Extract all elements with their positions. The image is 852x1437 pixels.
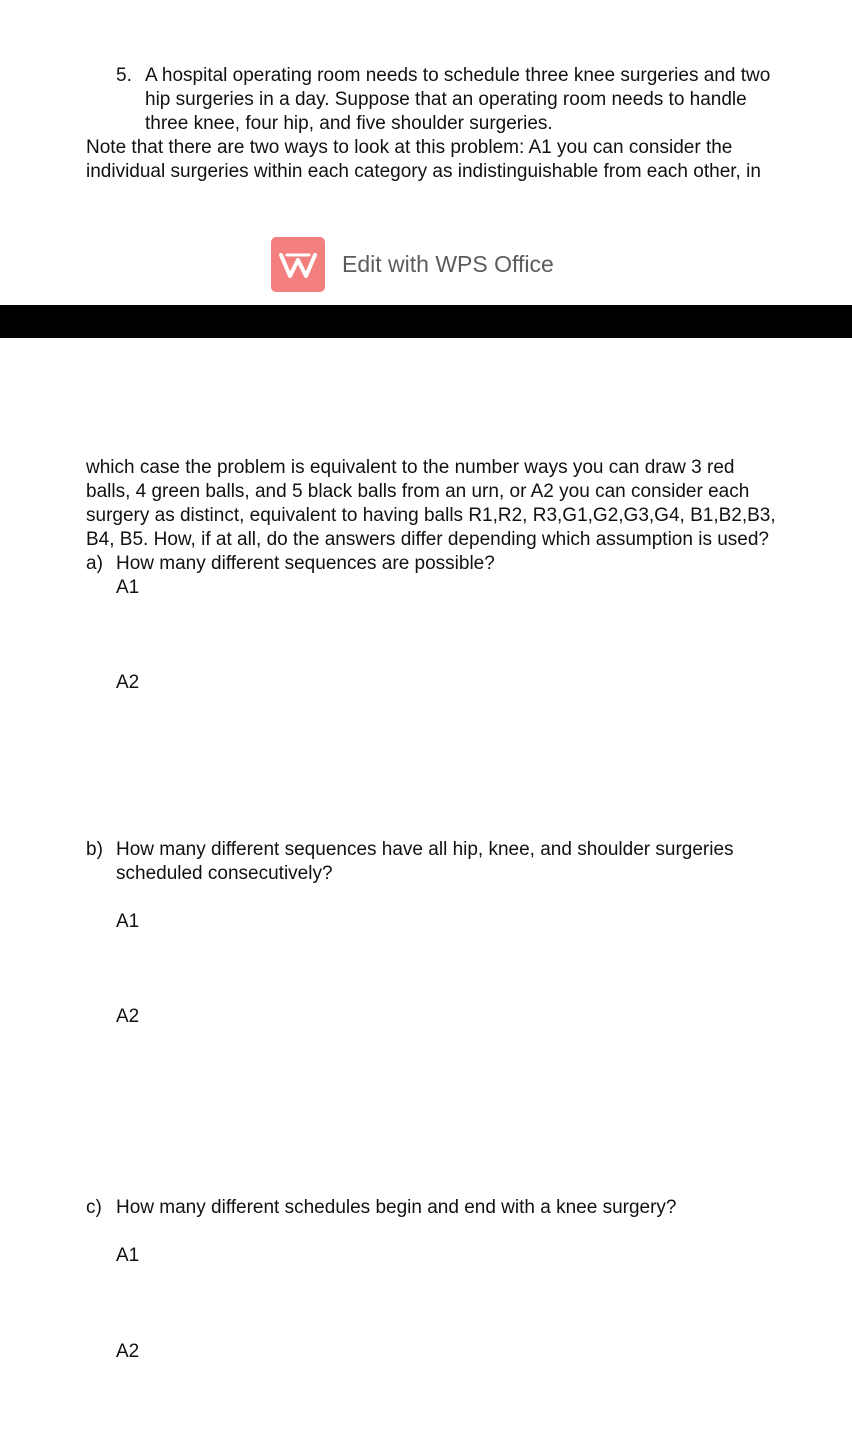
note-line-2: individual surgeries within each category as indistinguishable from each other, in: [86, 161, 761, 182]
question-a-a1-label: A1: [116, 577, 140, 598]
note-line-6: B4, B5. How, if at all, do the answers differ depending which assumption is used?: [86, 529, 769, 550]
problem-line-2: hip surgeries in a day. Suppose that an operating room needs to handle: [145, 89, 747, 110]
question-b-marker: b): [86, 839, 103, 860]
note-line-4: balls, 4 green balls, and 5 black balls from an urn, or A2 you can consider each: [86, 481, 750, 502]
problem-line-1: A hospital operating room needs to schedule three knee surgeries and two: [145, 65, 771, 86]
question-c-a1-label: A1: [116, 1245, 140, 1266]
wps-edit-banner[interactable]: [271, 237, 554, 292]
question-b-text-line-1: How many different sequences have all hip, knee, and shoulder surgeries: [116, 839, 734, 860]
question-a-text: How many different sequences are possible?: [116, 553, 495, 574]
note-line-3: which case the problem is equivalent to the number ways you can draw 3 red: [86, 457, 735, 478]
question-b-a2-label: A2: [116, 1006, 140, 1027]
wps-logo-icon: [271, 237, 325, 292]
note-line-5: surgery as distinct, equivalent to having balls R1,R2, R3,G1,G2,G3,G4, B1,B2,B3,: [86, 505, 776, 526]
question-a-marker: a): [86, 553, 103, 574]
question-a-a2-label: A2: [116, 672, 140, 693]
question-c-a2-label: A2: [116, 1341, 140, 1362]
note-line-1: Note that there are two ways to look at this problem: A1 you can consider the: [86, 137, 733, 158]
question-b-a1-label: A1: [116, 911, 140, 932]
question-b-text-line-2: scheduled consecutively?: [116, 863, 333, 884]
page-divider-bar: [0, 305, 852, 338]
problem-line-3: three knee, four hip, and five shoulder surgeries.: [145, 113, 553, 134]
question-c-text: How many different schedules begin and end with a knee surgery?: [116, 1197, 677, 1218]
question-c-marker: c): [86, 1197, 102, 1218]
wps-edit-label[interactable]: Edit with WPS Office: [342, 251, 554, 277]
problem-number: 5.: [116, 65, 132, 86]
